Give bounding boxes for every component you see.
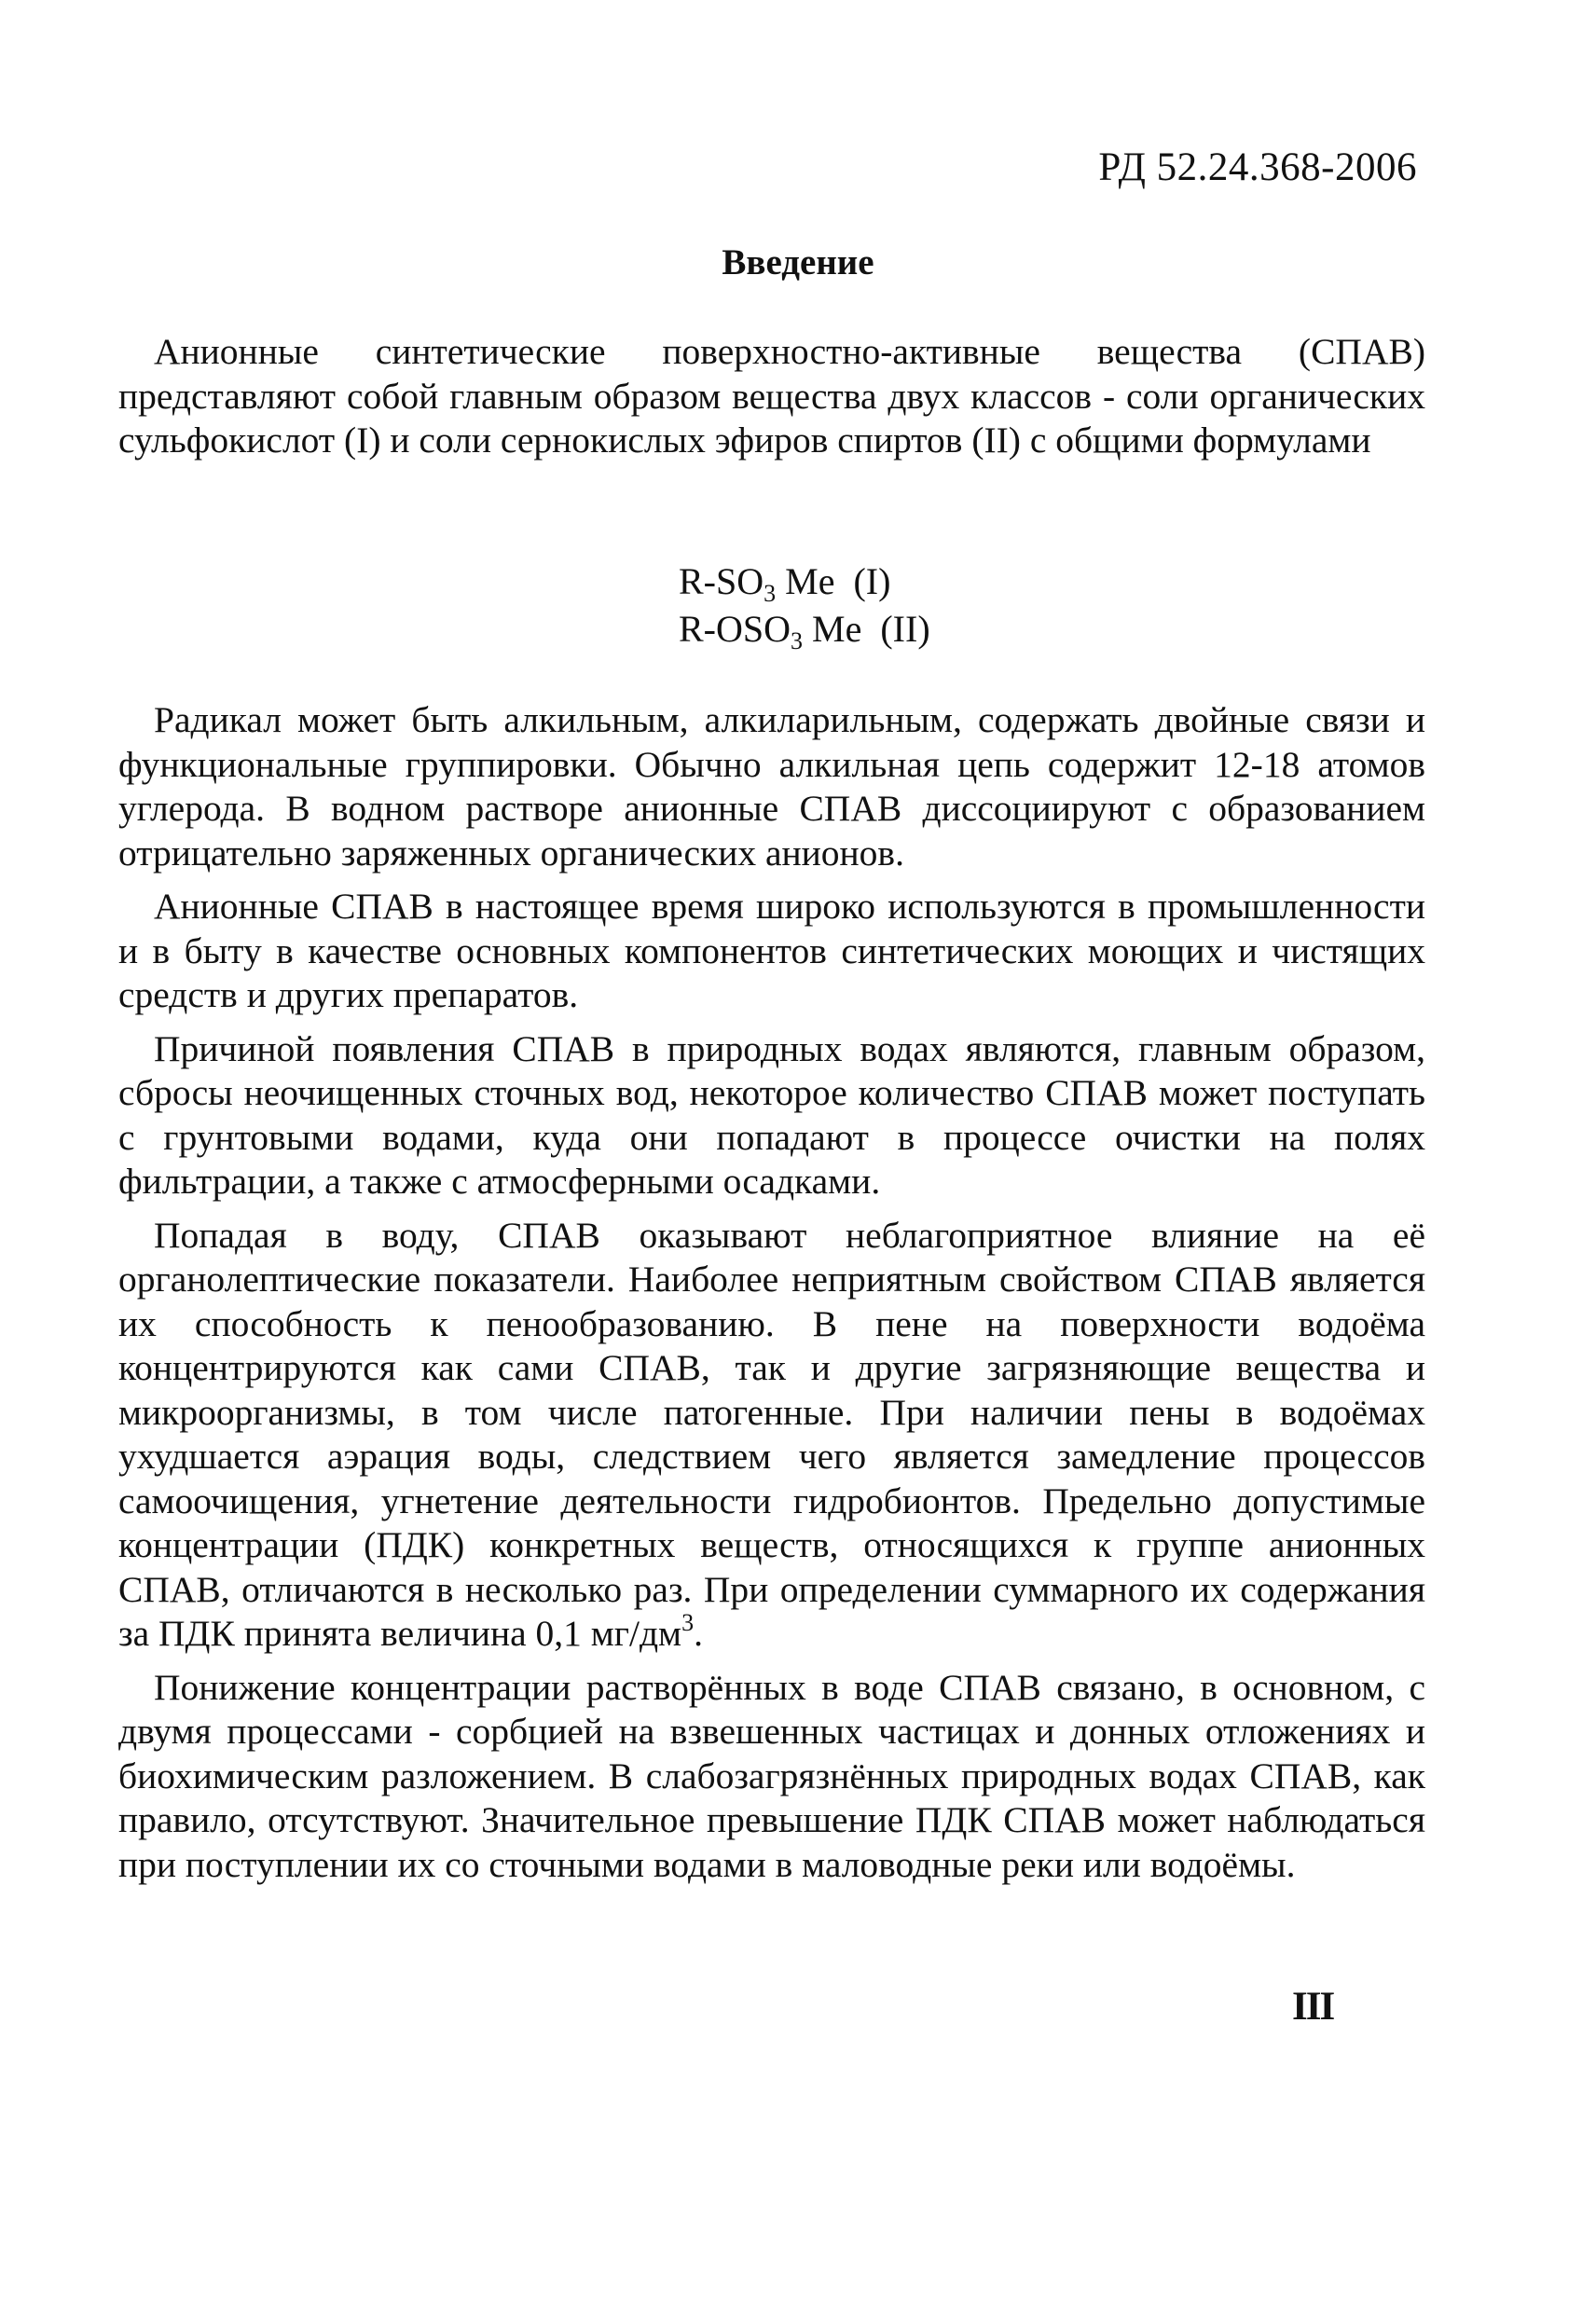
intro-paragraph: Анионные синтетические поверхностно-активные вещества (СПАВ) представляют собой главным образом вещества двух классов - соли органических сульфокислот (I) и соли сернокислых эфиров спиртов (II) с общими формулами (118, 331, 1425, 461)
formula-subscript: 3 (764, 580, 777, 607)
intro-block (118, 330, 1425, 463)
paragraph-effects-text: Попадая в воду, СПАВ оказывают неблагоприятное влияние на её органолептические показатели. Наиболее неприятным свойством СПАВ является их способность к пенообразованию. В пене на поверхности водоёма концентрируются как сами СПАВ, так и другие загрязняющие вещества и микроорганизмы, в том числе патогенные. При наличии пены в водоёмах ухудшается аэрация воды, следствием чего является замедление процессов самоочищения, угнетение деятельности гидробионтов. Предельно допустимые концентрации (ПДК) конкретных веществ, относящихся к группе анионных СПАВ, отличаются в несколько раз. При определении суммарного их содержания за ПДК принята величина 0,1 мг/дм (118, 1214, 1425, 1654)
formula-subscript: 3 (791, 627, 804, 654)
paragraph-reduction: Понижение концентрации растворённых в воде СПАВ связано, в основном, с двумя процессами - сорбцией на взвешенных частицах и донных отложениях и биохимическим разложением. В слабозагрязнённых природных водах СПАВ, как правило, отсутствуют. Значительное превышение ПДК СПАВ может наблюдаться при поступлении их со сточными водами в маловодные реки или водоёмы. (118, 1666, 1425, 1885)
formula-suffix: Me (I) (776, 560, 891, 602)
paragraph-radical: Радикал может быть алкильным, алкиларильным, содержать двойные связи и функциональные группировки. Обычно алкильная цепь содержит 12-18 атомов углерода. В водном растворе анионные СПАВ диссоциируют с образованием отрицательно заряженных органических анионов. (118, 699, 1425, 874)
paragraph-sources: Причиной появления СПАВ в природных водах являются, главным образом, сбросы неочищенных сточных вод, некоторое количество СПАВ может поступать с грунтовыми водами, куда они попадают в процессе очистки на полях фильтрации, а также с атмосферными осадками. (118, 1027, 1425, 1202)
body-paragraphs (118, 698, 1425, 1896)
paragraph-effects (118, 1214, 1425, 1657)
formula-prefix: R-SO (679, 560, 764, 602)
formula-prefix: R-OSO (679, 608, 791, 650)
page-number: III (1292, 1985, 1334, 2029)
paragraph-effects-end: . (694, 1613, 703, 1654)
formula-suffix: Me (II) (803, 608, 930, 650)
formula-block (679, 557, 930, 653)
paragraph-usage: Анионные СПАВ в настоящее время широко используются в промышленности и в быту в качестве основных компонентов синтетических моющих и чистящих средств и других препаратов. (118, 886, 1425, 1015)
document-code: РД 52.24.368-2006 (1098, 145, 1417, 189)
unit-superscript: 3 (681, 1609, 695, 1636)
formula-sulfate (679, 605, 930, 653)
section-title: Введение (722, 242, 874, 282)
formula-sulfonate (679, 557, 930, 605)
